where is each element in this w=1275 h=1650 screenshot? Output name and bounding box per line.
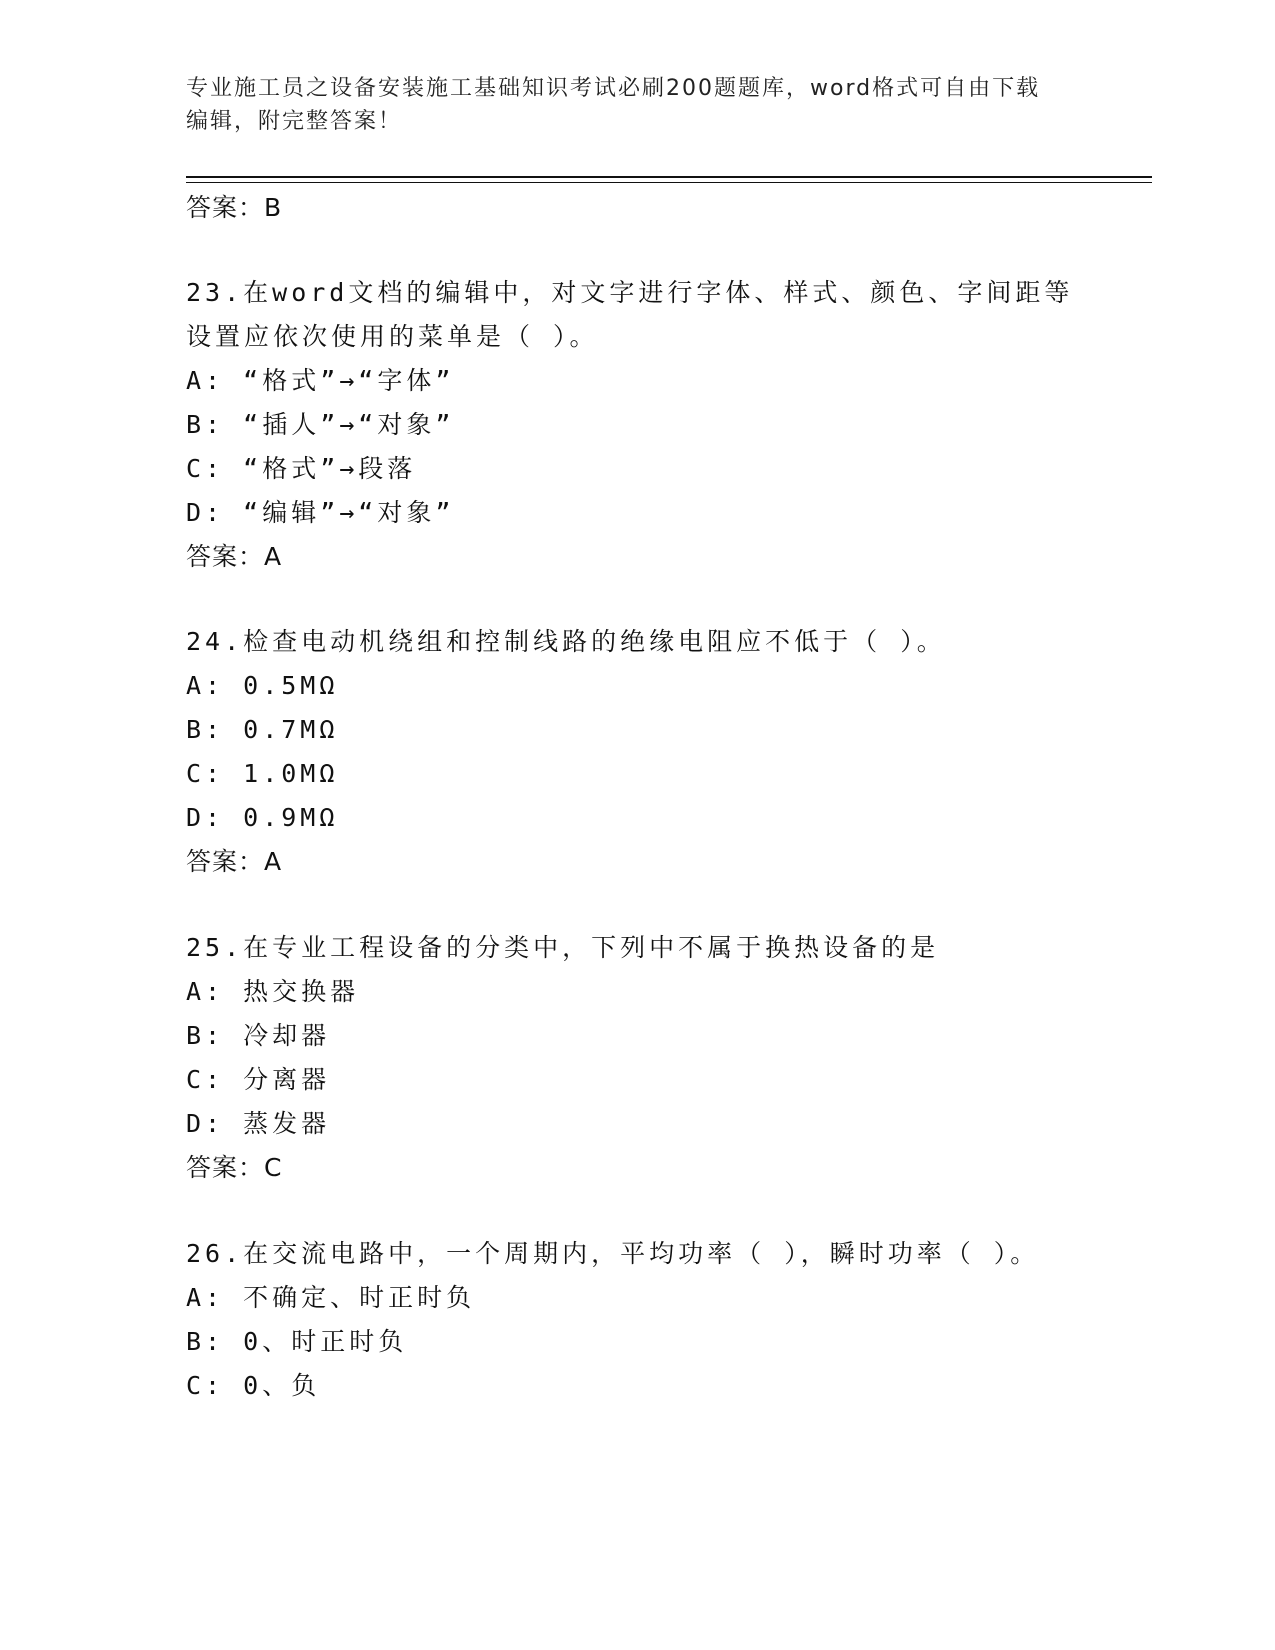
q26-option-c: C: 0、负 [186,1371,321,1400]
q23-option-a: A: “格式”→“字体” [186,366,455,395]
q26-option-a: A: 不确定、时正时负 [186,1283,476,1312]
header-line-1: 专业施工员之设备安装施工基础知识考试必刷200题题库，word格式可自由下载 [186,76,1041,101]
header-rule-thin [186,182,1152,183]
q23-text-line-2: 设置应依次使用的菜单是（ ）。 [186,322,599,351]
prev-answer: 答案：B [186,193,283,222]
q23-answer: 答案：A [186,542,283,571]
header-line-2: 编辑，附完整答案！ [186,109,403,134]
q24-text: 24.检查电动机绕组和控制线路的绝缘电阻应不低于（ ）。 [186,627,946,656]
q25-option-b: B: 冷却器 [186,1021,331,1050]
q25-text: 25.在专业工程设备的分类中，下列中不属于换热设备的是 [186,933,940,962]
q26-option-b: B: 0、时正时负 [186,1327,408,1356]
q25-option-c: C: 分离器 [186,1065,331,1094]
q24-option-b: B: 0.7MΩ [186,715,339,744]
q24-option-a: A: 0.5MΩ [186,671,339,700]
document-header [186,72,1086,138]
q25-option-d: D: 蒸发器 [186,1109,331,1138]
q26-text: 26.在交流电路中，一个周期内，平均功率（ ），瞬时功率（ ）。 [186,1239,1040,1268]
q23-option-c: C: “格式”→段落 [186,454,417,483]
q23-option-b: B: “插人”→“对象” [186,410,455,439]
q24-option-d: D: 0.9MΩ [186,803,339,832]
q25-option-a: A: 热交换器 [186,977,360,1006]
q23-option-d: D: “编辑”→“对象” [186,498,455,527]
header-rule-thick [186,176,1152,178]
q24-option-c: C: 1.0MΩ [186,759,339,788]
q25-answer: 答案：C [186,1153,283,1182]
q23-text-line-1: 23.在word文档的编辑中，对文字进行字体、样式、颜色、字间距等 [186,278,1074,307]
q24-answer: 答案：A [186,847,283,876]
